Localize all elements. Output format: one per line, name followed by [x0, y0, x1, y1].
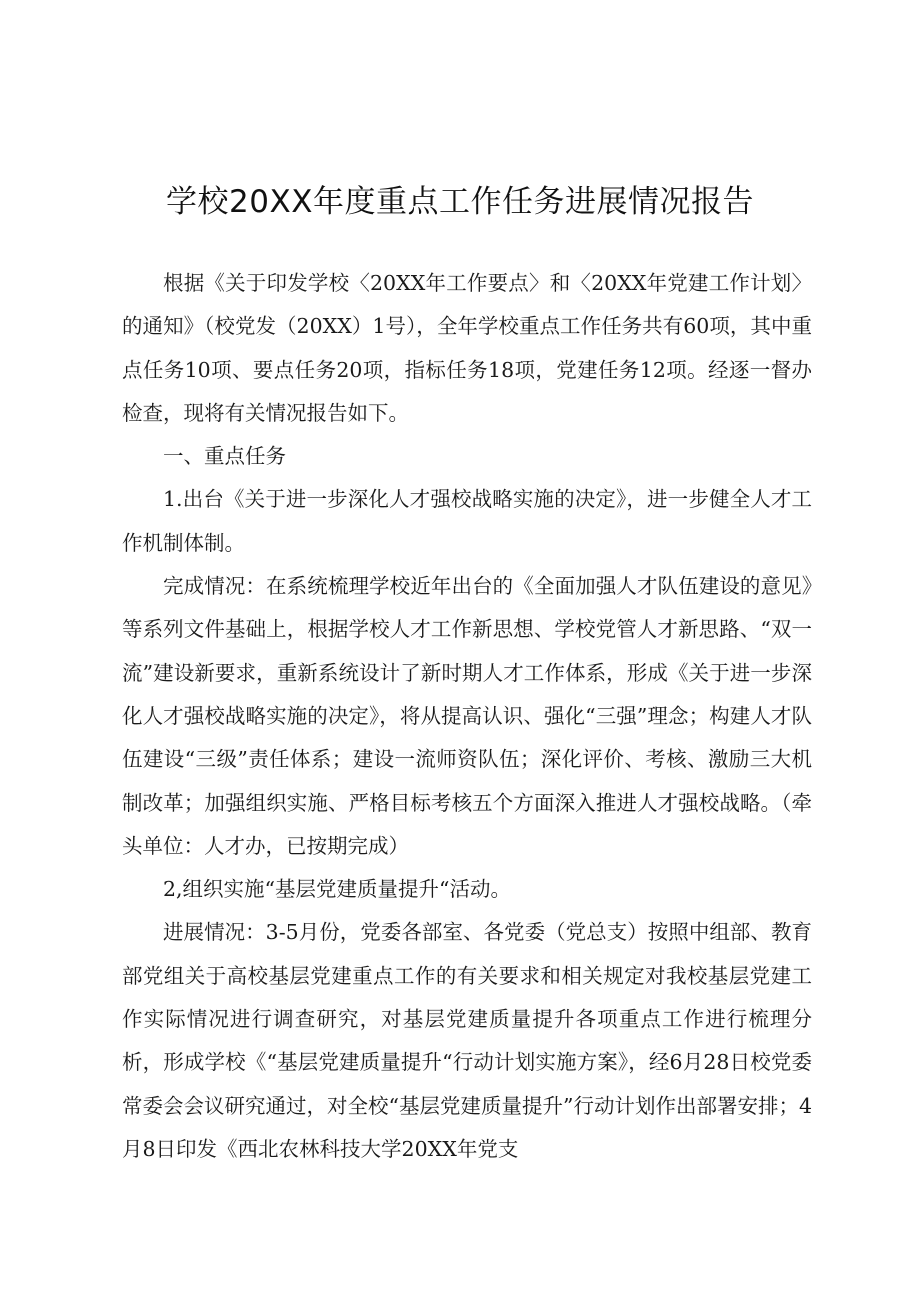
task-2-status: 进展情况：3-5月份，党委各部室、各党委（党总支）按照中组部、教育部党组关于高校基层党建重点工作的有关要求和相关规定对我校基层党建工作实际情况进行调查研究，对基层党建质量提升各项重点工作进行梳理分析，形成学校《“基层党建质量提升“行动计划实施方案》，经6月28日校党委常委会会议研究通过，对全校“基层党建质量提升”行动计划作出部署安排；4月8日印发《西北农林科技大学20XX年党支 [122, 920, 813, 1161]
task-2-title: 2,组织实施“基层党建质量提升“活动。 [163, 877, 512, 902]
document-body [122, 262, 812, 1171]
document-title: 学校20XX年度重点工作任务进展情况报告 [166, 184, 754, 220]
intro-paragraph: 根据《关于印发学校〈20XX年工作要点〉和〈20XX年党建工作计划〉的通知》（校党发（20XX）1号），全年学校重点工作任务共有60项，其中重点任务10项、要点任务20项，指标任务18项，党建任务12项。经逐一督办检查，现将有关情况报告如下。 [122, 271, 812, 425]
section-heading-key-tasks: 一、重点任务 [163, 444, 286, 469]
task-1-title: 1.出台《关于进一步深化人才强校战略实施的决定》，进一步健全人才工作机制体制。 [122, 487, 812, 555]
task-1-status: 完成情况：在系统梳理学校近年出台的《全面加强人才队伍建设的意见》等系列文件基础上，根据学校人才工作新思想、学校党管人才新思路、“双一流”建设新要求，重新系统设计了新时期人才工作体系，形成《关于进一步深化人才强校战略实施的决定》，将从提高认识、强化“三强”理念；构建人才队伍建设“三级”责任体系；建设一流师资队伍；深化评价、考核、激励三大机制改革；加强组织实施、严格目标考核五个方面深入推进人才强校战略。（牵头单位：人才办，已按期完成） [122, 574, 812, 858]
